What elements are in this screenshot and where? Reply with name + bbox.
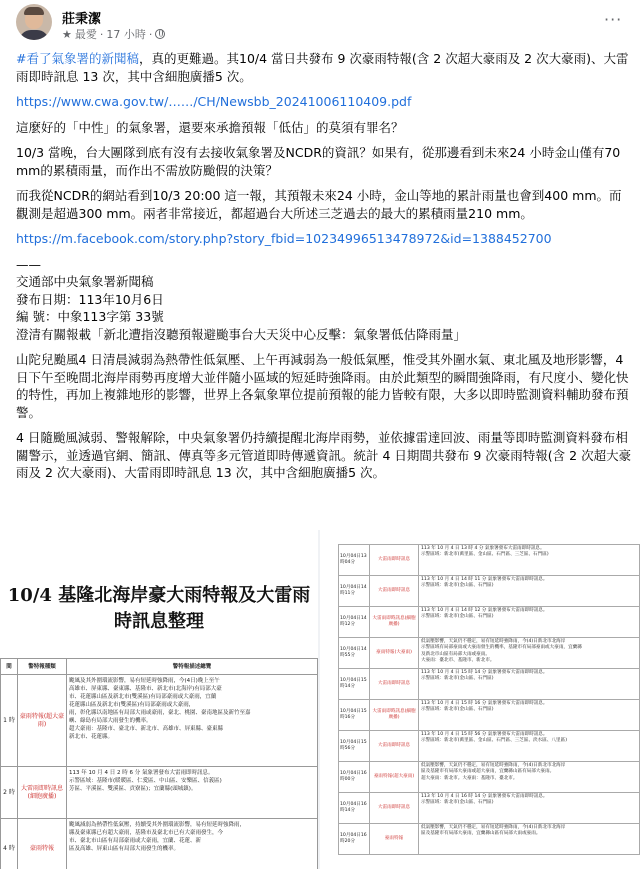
summary-table-left: 間 警特報種類 警特報描述總覽 1 時 豪雨特報(超大豪雨) 颱風及其外圍環流影響，易有短延時強降雨，今(4日)晚上至午 高雄市、屏東縣、臺東縣、基隆市、新北市(北海岸)有局部大豪 市、花蓮縣山區及新北市(雙溪區)有局部豪雨或大豪雨，宜蘭 花蓮縣山區及新北市(雙溪區)有局部豪雨或大豪雨， 雨，彰化縣以南地區有局部大雨或豪雨，臺北、桃園、臺南地區及新竹至嘉 嶼、綠島有局部大雨發生的機率。 超大豪雨：基隆市、臺北市、新北市、高雄市、屏東縣、臺東縣 新北市、花蓮縣。 2 時 大雷雨即時訊息(細胞廣播) 113 年 10 月 4 日 2 時 6 分 氣象署發布大雷雨即時訊息。 示警區域：基隆市(暖暖區、仁愛區、中山區、安樂區、信義區) 芳區、平溪區、雙溪區、貢寮區)；宜蘭縣(頭城鎮)。 4 時 豪雨特報 颱風減弱為熱帶性低氣壓，持續受其外圍環流影響，易有短延時強降雨， 縣及臺東縣已有超大豪雨，基隆市及臺北市已有大豪雨發生，今 市、臺北市山區有局部豪雨或大豪雨，宜蘭、花蓮、新 區及高雄、屏東山區有局部大雨發生的機率。: [0, 658, 318, 869]
cell-desc: 113 年 10 月 4 日 15 時 56 分 氣象署發布大雷雨即時訊息。 示警區域：新北市(萬里區、金山區、石門區、三芝區、淡水區、八里區): [419, 731, 640, 762]
cell-date: 10月04日14時11分: [339, 576, 370, 607]
more-options-button[interactable]: ···: [604, 10, 623, 29]
table-row: [339, 669, 640, 700]
paragraph-4: 而我從NCDR的網站看到10/3 20:00 這一報，其預報未來24 小時，金山等地的累計雨量也會到400 mm。而觀測是超過300 mm。兩者非常接近，都超過台大所述三芝過去的最大的累積雨量210 mm。: [16, 188, 622, 221]
cell-date: 10月04日15時16分: [339, 700, 370, 731]
link-cwa[interactable]: https://www.cwa.gov.tw/……/CH/Newsbb_20241006110409.pdf: [16, 94, 412, 109]
cell-type: 大雷雨即時訊息: [370, 793, 419, 824]
doc-title-1: 10/4 基隆北海岸豪大雨特報及大雷雨: [7, 585, 311, 606]
cell-type: 豪雨特報(大豪雨): [370, 638, 419, 669]
audience-label: 最愛: [74, 28, 97, 41]
cell-desc: 113 年 10 月 4 日 15 時 14 分 氣象署發布大雷雨即時訊息。 示警區域：新北市(金山區、石門區): [419, 669, 640, 700]
cell-type: 豪雨特報: [370, 824, 419, 855]
cell-time: 1 時: [1, 675, 18, 767]
cell-desc: 低氣壓影響，天氣仍不穩定，易有短延時強降雨，今(4)日新北市北海岸 區及基隆市有局部大豪雨，宜蘭縣山區有局部大雨或豪雨。: [419, 824, 640, 855]
table-row: [339, 731, 640, 762]
cell-type: 大雷雨即時訊息(細胞廣播): [370, 607, 419, 638]
table-row: [339, 762, 640, 793]
image-left[interactable]: [0, 530, 318, 869]
cell-type: 大雷雨即時訊息(細胞廣播): [18, 767, 67, 819]
cell-date: 10月04日13時04分: [339, 545, 370, 576]
table-row: [339, 638, 640, 669]
table-row: [339, 700, 640, 731]
cell-desc: 113 年 10 月 4 日 2 時 6 分 氣象署發布大雷雨即時訊息。 示警區域：基隆市(暖暖區、仁愛區、中山區、安樂區、信義區) 芳區、平溪區、雙溪區、貢寮區)；宜蘭縣(頭城鎮)。: [67, 767, 318, 819]
cell-desc: 113 年 10 月 4 日 14 時 12 分 氣象署發布大雷雨即時訊息。 示警區域：新北市(金山區、石門區): [419, 607, 640, 638]
paragraph-5: 山陀兒颱風4 日清晨減弱為熱帶性低氣壓、上午再減弱為一般低氣壓，惟受其外圍水氣、東北風及地形影響，4 日下午至晚間北海岸雨勢再度增大並伴隨小區域的短延時強降雨。由於此類型的瞬間強降雨，有尺度小、變化快的特性，再加上複雜地形的影響，世界上各氣象單位提前預報的能力皆較有限，大多以即時監測資料輔助發布預警。: [16, 352, 629, 420]
paragraph-6: 4 日隨颱風減弱、警報解除，中央氣象署仍持續提醒北海岸雨勢，並依據雷達回波、雨量等即時監測資料發布相關警示，並透過官網、簡訊、傳真等多元管道即時傳遞資訊。統計 4 日期間共發布 9 次豪雨特報(含 2 次超大豪雨及 2 次大豪雨)、大雷雨即時訊息 13 次，其中含細胞廣播5 次。: [16, 430, 632, 480]
cell-time: 2 時: [1, 767, 18, 819]
post-body: [16, 50, 632, 490]
cell-type: 豪雨特報(超大豪雨): [18, 675, 67, 767]
cell-desc: 颱風減弱為熱帶性低氣壓，持續受其外圍環流影響，易有短延時強降雨， 縣及臺東縣已有超大豪雨，基隆市及臺北市已有大豪雨發生，今 市、臺北市山區有局部豪雨或大豪雨，宜蘭、花蓮、新 區及高雄、屏東山區有局部大雨發生的機率。: [67, 819, 318, 869]
cell-type: 豪雨特報(超大豪雨): [370, 762, 419, 793]
cell-desc: 低氣壓影響，天氣仍不穩定，易有短延時強降雨，今(4)日新北市北海岸 區及基隆市有局部大豪雨或超大豪雨，宜蘭縣山區有局部大豪雨。 超大豪雨：新北市。大豪雨：基隆市、臺北市。: [419, 762, 640, 793]
image-right[interactable]: [320, 530, 643, 869]
cell-date: 10月04日14時55分: [339, 638, 370, 669]
cell-date: 10月04日16時20分: [339, 824, 370, 855]
hashtag-link[interactable]: #看了氣象署的新聞稿: [16, 51, 139, 66]
cell-type: 豪雨特報: [18, 819, 67, 869]
cell-date: 10月04日14時12分: [339, 607, 370, 638]
cell-desc: 113 年 10 月 4 日 15 時 16 分 氣象署發布大雷雨即時訊息。 示警區域：新北市(金山區、石門區): [419, 700, 640, 731]
cell-desc: 113 年 10 月 4 日 13 時 4 分 氣象署發布大雷雨即時訊息。 示警區域：新北市(萬里區、金山區、石門區、三芝區、石門區): [419, 545, 640, 576]
table-row: [339, 793, 640, 824]
star-icon: ★: [62, 27, 72, 41]
doc-title-2: 時訊息整理: [114, 611, 204, 632]
cell-date: 10月04日15時56分: [339, 731, 370, 762]
divider: ——: [16, 256, 41, 272]
table-row: [339, 545, 640, 576]
cell-desc: 低氣壓影響，天氣仍不穩定，易有短延時強降雨，今(4)日新北市北海岸 示警區域有局部豪雨或大豪雨發生的機率，基隆市有局部豪雨或大豪雨，宜蘭縣 及新北市山區有局部大雨或豪雨。 大豪雨：臺北市、基隆市、新北市。: [419, 638, 640, 669]
table-row: [1, 819, 318, 869]
paragraph-3: 10/3 當晚，台大團隊到底有沒有去接收氣象署及NCDR的資訊？如果有，從那邊看到未來24 小時金山僅有70 mm的累積雨量，而作出不需放防颱假的決策？: [16, 145, 621, 178]
quote-block: —— 交通部中央氣象署新聞稿 發布日期：113年10月6日 編 號：中象113字第 33號 澄清有關報載「新北遭指沒聽預報避颱事台大天災中心反擊：氣象署低估降雨量」: [16, 256, 632, 344]
cell-type: 大雷雨即時訊息: [370, 545, 419, 576]
post-header: [0, 0, 643, 40]
post-media: [0, 530, 643, 869]
cell-desc: 113 年 10 月 4 日 14 時 11 分 氣象署發布大雷雨即時訊息。 示警區域：新北市(金山區、石門區): [419, 576, 640, 607]
cell-time: 4 時: [1, 819, 18, 869]
cell-desc: 颱風及其外圍環流影響，易有短延時強降雨，今(4日)晚上至午 高雄市、屏東縣、臺東縣、基隆市、新北市(北海岸)有局部大豪 市、花蓮縣山區及新北市(雙溪區)有局部豪雨或大豪雨，宜蘭 花蓮縣山區及新北市(雙溪區)有局部豪雨或大豪雨， 雨，彰化縣以南地區有局部大雨或豪雨，臺北、桃園、臺南地區及新竹至嘉 嶼、綠島有局部大雨發生的機率。 超大豪雨：基隆市、臺北市、新北市、高雄市、屏東縣、臺東縣 新北市、花蓮縣。: [67, 675, 318, 767]
author-avatar[interactable]: [16, 4, 52, 40]
cell-date: 10月04日15時14分: [339, 669, 370, 700]
link-facebook[interactable]: https://m.facebook.com/story.php?story_fbid=10234996513478972&id=1388452700: [16, 231, 552, 246]
summary-table-right: [338, 544, 640, 855]
cell-type: 大雷雨即時訊息: [370, 669, 419, 700]
post-meta: ★ 最愛 · 17 小時 ·: [62, 26, 165, 42]
table-row: [339, 607, 640, 638]
cell-date: 10月04日16時14分: [339, 793, 370, 824]
table-row: [1, 675, 318, 767]
table-row: [339, 576, 640, 607]
cell-type: 大雷雨即時訊息: [370, 731, 419, 762]
cell-type: 大雷雨即時訊息: [370, 576, 419, 607]
cell-date: 10月04日16時00分: [339, 762, 370, 793]
globe-icon: [155, 29, 165, 39]
post-time[interactable]: 17 小時: [106, 28, 146, 41]
table-row: [1, 767, 318, 819]
paragraph-2: 這麼好的「中性」的氣象署，還要來承擔預報「低估」的莫須有罪名？: [16, 119, 404, 135]
cell-desc: 113 年 10 月 4 日 16 時 14 分 氣象署發布大雷雨即時訊息。 示警區域：新北市(金山區、石門區): [419, 793, 640, 824]
author-name[interactable]: 莊秉潔: [62, 12, 102, 27]
table-row: [339, 824, 640, 855]
cell-type: 大雷雨即時訊息(細胞廣播): [370, 700, 419, 731]
paragraph-1: #看了氣象署的新聞稿，真的更難過。其10/4 當日共發布 9 次豪雨特報(含 2 次超大豪雨及 2 次大豪雨)、大雷雨即時訊息 13 次，其中含細胞廣播5 次。: [16, 51, 629, 84]
